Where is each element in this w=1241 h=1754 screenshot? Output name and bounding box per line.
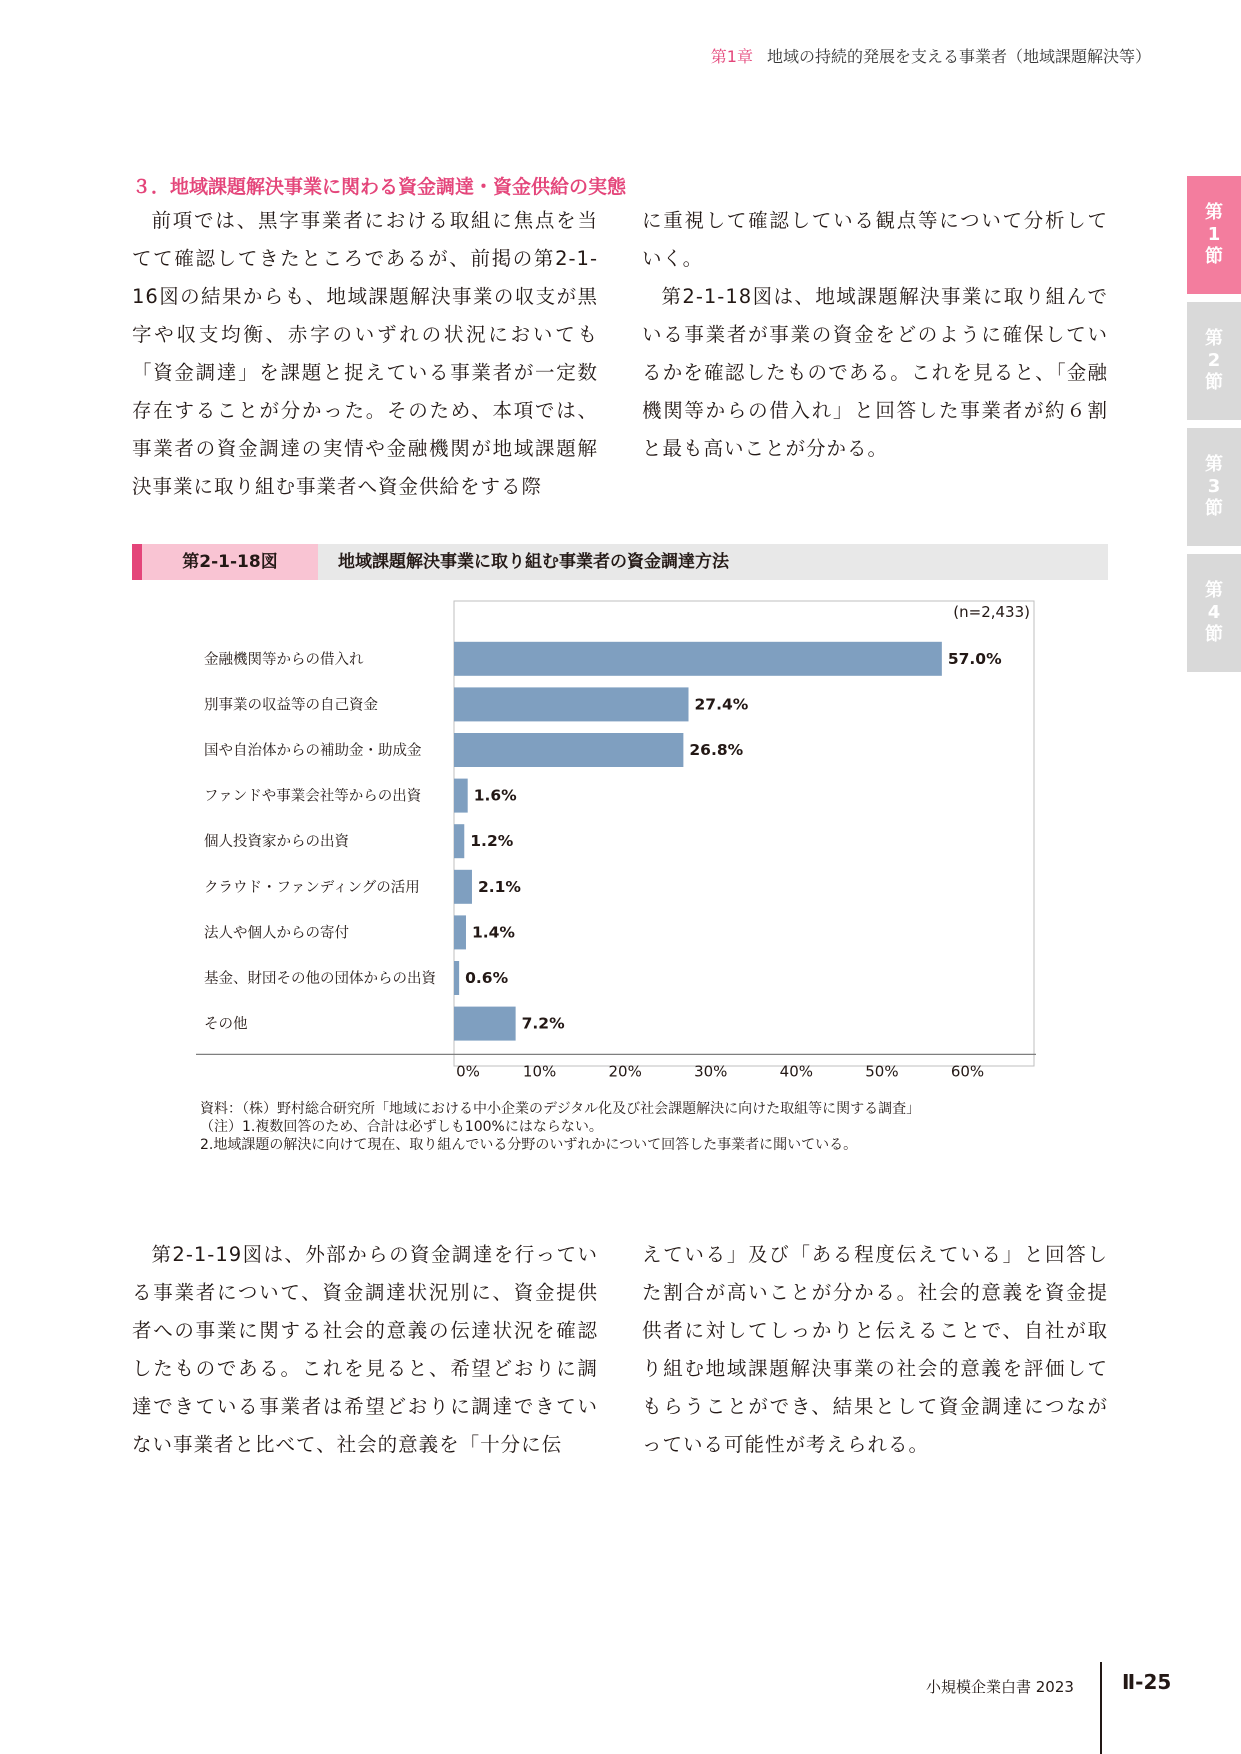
note-2: 2.地域課題の解決に向けて現在、取り組んでいる分野のいずれかについて回答した事業者に聞いている。: [200, 1137, 858, 1153]
bar: [454, 824, 464, 858]
figure-accent-mark: [132, 544, 142, 580]
intro-paragraph-1: 前項では、黒字事業者における取組に焦点を当てて確認してきたところであるが、前掲の第2-1-16図の結果からも、地域課題解決事業の収支が黒字や収支均衡、赤字のいずれの状況においても「資金調達」を課題と捉えている事業者が一定数存在することが分かった。そのため、本項では、事業者の資金調達の実情や金融機関が地域課題解決事業に取り組む事業者へ資金供給をする際: [132, 209, 598, 498]
intro-paragraph-2: に重視して確認している観点等について分析していく。: [642, 209, 1108, 270]
category-label: 金融機関等からの借入れ: [204, 651, 364, 668]
bar: [454, 687, 689, 721]
figure-number: 第2-1-18図: [142, 544, 318, 580]
value-label: 1.4%: [471, 923, 515, 942]
footer-divider: [1100, 1662, 1102, 1754]
bar: [454, 1007, 516, 1041]
bar: [454, 642, 942, 676]
figure-title: 地域課題解決事業に取り組む事業者の資金調達方法: [338, 552, 729, 572]
category-label: 基金、財団その他の団体からの出資: [204, 971, 436, 987]
body-right-column: [642, 1236, 1108, 1464]
value-label: 1.6%: [473, 786, 517, 805]
body-paragraph-2: えている」及び「ある程度伝えている」と回答した割合が高いことが分かる。社会的意義を資金提供者に対してしっかりと伝えることで、自社が取り組む地域課題解決事業の社会的意義を評価してもらうことができ、結果として資金調達につながっている可能性が考えられる。: [642, 1243, 1108, 1456]
category-label: その他: [204, 1016, 248, 1033]
intro-paragraph-3: 第2-1-18図は、地域課題解決事業に取り組んでいる事業者が事業の資金をどのように確保しているかを確認したものである。これを見ると、「金融機関等からの借入れ」と回答した事業者が約６割と最も高いことが分かる。: [642, 285, 1108, 460]
bar: [454, 733, 683, 767]
category-label: 国や自治体からの補助金・助成金: [204, 743, 422, 759]
value-label: 57.0%: [947, 649, 1002, 668]
body-paragraph-1: 第2-1-19図は、外部からの資金調達を行っている事業者について、資金調達状況別に、資金提供者への事業に関する社会的意義の伝達状況を確認したものである。これを見ると、希望どおりに調達できている事業者は希望どおりに調達できていない事業者と比べて、社会的意義を「十分に伝: [132, 1243, 598, 1456]
x-tick-label: 40%: [779, 1062, 814, 1081]
note-1: （注）1.複数回答のため、合計は必ずしも100%にはならない。: [200, 1119, 603, 1135]
category-label: 別事業の収益等の自己資金: [204, 697, 378, 714]
value-label: 0.6%: [465, 969, 509, 987]
tab-section-4[interactable]: 第4節: [1187, 554, 1241, 672]
value-label: 1.2%: [470, 832, 514, 851]
running-head: [711, 44, 1151, 67]
value-label: 7.2%: [521, 1014, 565, 1033]
x-tick-label: 10%: [522, 1062, 557, 1081]
value-label: 2.1%: [477, 877, 521, 896]
figure-notes: [200, 1100, 920, 1154]
category-label: ファンドや事業会社等からの出資: [204, 788, 422, 805]
book-title: 小規模企業白書 2023: [926, 1678, 1074, 1696]
value-label: 27.4%: [694, 695, 749, 714]
bar-chart: [196, 596, 1036, 1086]
category-label: クラウド・ファンディングの活用: [204, 879, 420, 896]
x-tick-label: 20%: [608, 1062, 642, 1081]
bar: [454, 870, 472, 904]
section-tabs: [1187, 176, 1241, 680]
x-tick-label: 30%: [694, 1062, 728, 1081]
tab-section-3[interactable]: 第3節: [1187, 428, 1241, 546]
page-number: Ⅱ-25: [1122, 1670, 1172, 1694]
note-source: 資料：（株）野村総合研究所「地域における中小企業のデジタル化及び社会課題解決に向けた取組等に関する調査」: [200, 1101, 921, 1117]
body-left-column: [132, 1236, 598, 1464]
category-label: 個人投資家からの出資: [204, 834, 349, 851]
value-label: 26.8%: [689, 741, 744, 759]
intro-left-column: [132, 202, 598, 506]
x-tick-label: 50%: [865, 1062, 899, 1081]
x-tick-label: 60%: [950, 1062, 985, 1081]
chapter-title: 地域の持続的発展を支える事業者（地域課題解決等）: [766, 47, 1151, 66]
section-heading: ３．地域課題解決事業に関わる資金調達・資金供給の実態: [132, 176, 627, 198]
bar: [454, 961, 459, 995]
category-label: 法人や個人からの寄付: [204, 925, 349, 942]
x-tick-label: 0%: [456, 1062, 480, 1081]
tab-section-1[interactable]: 第1節: [1187, 176, 1241, 294]
intro-right-column: [642, 202, 1108, 468]
bar: [454, 915, 466, 949]
sample-size-label: (n=2,433): [953, 603, 1030, 621]
tab-section-2[interactable]: 第2節: [1187, 302, 1241, 420]
chapter-number: 第1章: [710, 47, 753, 66]
bar: [454, 779, 468, 813]
figure-title-bar: [132, 544, 1108, 580]
